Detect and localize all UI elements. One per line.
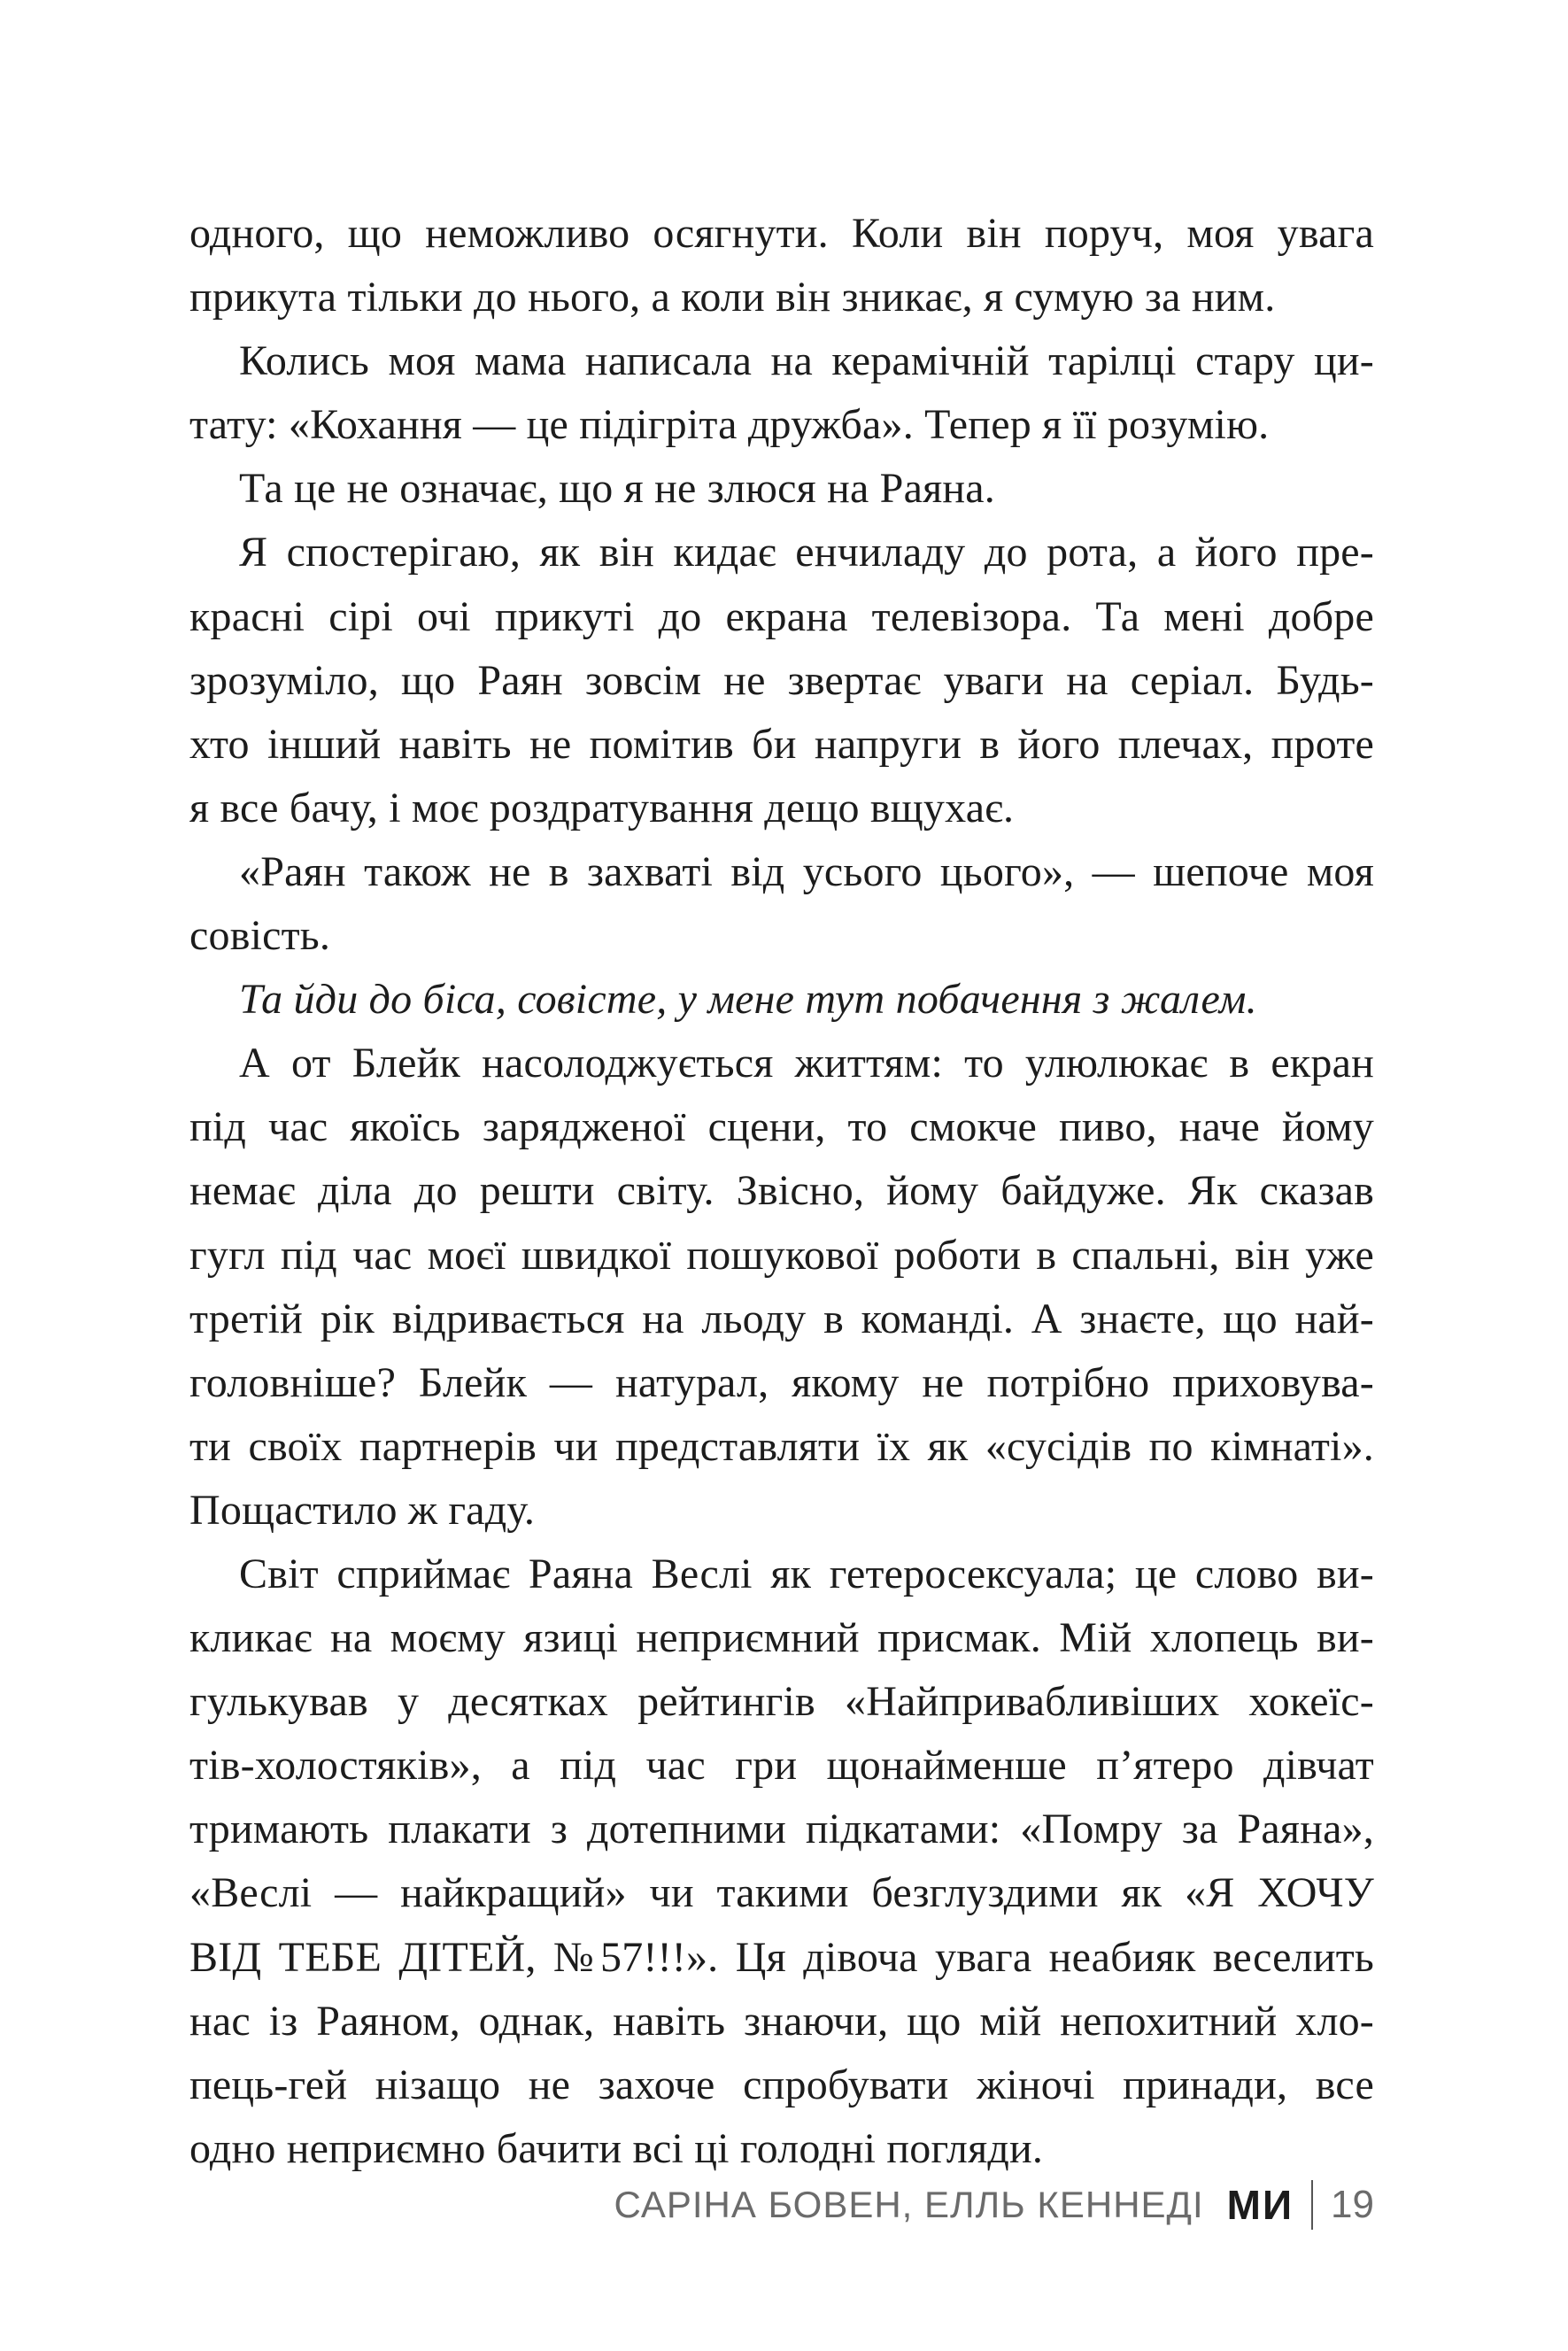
text-line: я все бачу, і моє роздратування дещо вщухає. [189, 784, 1015, 831]
text-line: Та йди до біса, совісте, у мене тут побачення з жалем. [239, 976, 1257, 1024]
text-line: совість. [189, 912, 331, 960]
text-line: немає діла до решти світу. Звісно, йому байдуже. Як сказав [189, 1167, 1374, 1215]
text-line: красні сірі очі прикуті до екрана телевізора. Та мені добре [189, 592, 1374, 640]
text-line: прикута тільки до нього, а коли він зникає, я сумую за ним. [189, 274, 1276, 321]
text-line: тів-холостяків», а під час гри щонайменше п’ятеро дівчат [189, 1742, 1374, 1790]
text-line: гугл під час моєї швидкої пошукової роботи в спальні, він уже [189, 1231, 1374, 1279]
text-line: А от Блейк насолоджується життям: то улюлюкає в екран [239, 1040, 1374, 1087]
text-line: тату: «Кохання — це підігріта дружба». Тепер я її розумію. [189, 401, 1270, 449]
text-line: кликає на моєму язиці неприємний присмак. Мій хлопець ви- [189, 1614, 1374, 1662]
page-number: 19 [1331, 2183, 1374, 2226]
text-line: Та це не означає, що я не злюся на Раяна. [239, 465, 995, 513]
text-line: пець-гей нізащо не захоче спробувати жіночі принади, все [189, 2061, 1374, 2108]
text-line: одно неприємно бачити всі ці голодні погляди. [189, 2124, 1044, 2172]
footer-book-title: МИ [1226, 2182, 1294, 2228]
text-line: гулькував у десятках рейтингів «Найпривабливіших хокеїс- [189, 1678, 1374, 1726]
text-line: Колись моя мама написала на керамічній тарілці стару ци- [239, 337, 1374, 385]
text-line: під час якоїсь зарядженої сцени, то смокче пиво, наче йому [189, 1103, 1374, 1151]
text-line: ти своїх партнерів чи представляти їх як «сусідів по кімнаті». [189, 1422, 1374, 1470]
text-line: хто інший навіть не помітив би напруги в його плечах, проте [189, 720, 1374, 768]
text-line: «Раян також не в захваті від усього цього», — шепоче моя [239, 847, 1374, 895]
text-line: Світ сприймає Раяна Веслі як гетеросексуала; це слово ви- [239, 1550, 1374, 1597]
page-body-text [189, 202, 1374, 2181]
text-line: Пощастило ж гаду. [189, 1486, 536, 1534]
page-footer [614, 2180, 1374, 2230]
text-line: одного, що неможливо осягнути. Коли він поруч, моя увага [189, 210, 1374, 257]
text-line: Я спостерігаю, як він кидає енчиладу до рота, а його пре- [239, 529, 1374, 576]
footer-authors: САРІНА БОВЕН, ЕЛЛЬ КЕННЕДІ [614, 2184, 1204, 2225]
text-line: нас із Раяном, однак, навіть знаючи, що мій непохитний хло- [189, 1997, 1374, 2045]
text-line: зрозуміло, що Раян зовсім не звертає уваги на серіал. Будь- [189, 656, 1374, 704]
footer-divider [1311, 2180, 1313, 2230]
text-line: «Веслі — найкращий» чи такими безглуздими як «Я ХОЧУ [189, 1869, 1374, 1917]
text-line: третій рік відривається на льоду в команді. А знаєте, що най- [189, 1295, 1374, 1342]
text-line: ВІД ТЕБЕ ДІТЕЙ, №57!!!». Ця дівоча увага неабияк веселить [189, 1933, 1374, 1981]
text-line: головніше? Блейк — натурал, якому не потрібно приховува- [189, 1358, 1374, 1406]
text-line: тримають плакати з дотепними підкатами: «Помру за Раяна», [189, 1806, 1374, 1853]
